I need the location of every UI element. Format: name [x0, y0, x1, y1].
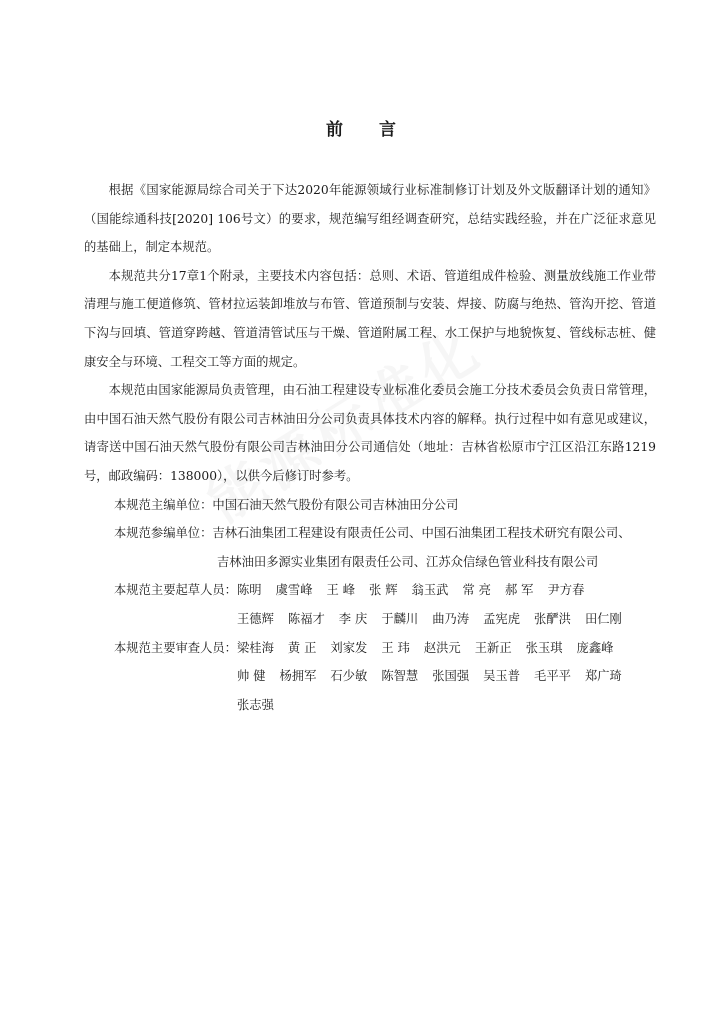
chief-editor-label: 本规范主编单位： [114, 497, 213, 512]
co-editors-row-2 [84, 548, 656, 577]
co-editors-row [84, 519, 656, 548]
paragraph-management: 本规范由国家能源局负责管理，由石油工程建设专业标准化委员会施工分技术委员会负责日常管理，由中国石油天然气股份有限公司吉林油田分公司负责具体技术内容的解释。执行过程中如有意见或建议，请寄送中国石油天然气股份有限公司吉林油田分公司通信处（地址：吉林省松原市宁江区沿江东路1219号，邮政编码：138000），以供今后修订时参考。 [84, 383, 656, 483]
chief-editor-row [84, 491, 656, 520]
drafter-name: 李 庆 [338, 611, 368, 626]
co-editors-line-2: 吉林油田多源实业集团有限责任公司、江苏众信绿色管业科技有限公司 [217, 554, 599, 569]
reviewer-name: 庞鑫峰 [576, 640, 614, 655]
reviewer-name: 梁桂海 [236, 640, 274, 655]
reviewer-name: 张玉琪 [525, 640, 563, 655]
drafter-name: 王 峰 [326, 583, 356, 598]
reviewer-name: 毛平平 [534, 669, 571, 684]
drafter-name: 孟宪虎 [483, 611, 521, 626]
reviewers-names [237, 634, 647, 720]
drafter-name: 王德辉 [236, 611, 274, 626]
reviewer-name: 帅 健 [236, 669, 266, 684]
reviewer-name: 张志强 [236, 697, 274, 712]
drafters-names [237, 576, 647, 633]
drafter-name: 尹方春 [547, 583, 585, 598]
reviewer-name: 杨拥军 [279, 669, 317, 684]
co-editors-label: 本规范参编单位： [114, 526, 213, 541]
drafters-label: 本规范主要起草人员： [114, 583, 237, 598]
reviewer-name: 黄 正 [287, 640, 317, 655]
reviewer-name: 吴玉普 [483, 669, 521, 684]
reviewer-name: 张国强 [432, 669, 470, 684]
reviewer-name: 赵洪元 [423, 640, 461, 655]
preface-body [84, 176, 656, 719]
title-char-2: 言 [379, 120, 398, 140]
drafter-name: 常 亮 [462, 583, 491, 598]
drafter-name: 田仁刚 [584, 611, 622, 626]
drafter-name: 张酽洪 [534, 611, 571, 626]
reviewer-name: 石少敏 [330, 669, 368, 684]
drafter-name: 张 辉 [369, 583, 398, 598]
reviewers-label: 本规范主要审查人员： [114, 640, 237, 655]
drafter-name: 郝 军 [504, 583, 534, 598]
chief-editor-value: 中国石油天然气股份有限公司吉林油田分公司 [212, 497, 459, 512]
paragraph-basis: 根据《国家能源局综合司关于下达2020年能源领域行业标准制修订计划及外文版翻译计划的通知》（国能综通科技[2020] 106号文）的要求，规范编写组经调查研究，总结实践经验，并在广泛征求意见的基础上，制定本规范。 [84, 183, 656, 255]
reviewer-name: 郑广琦 [584, 669, 622, 684]
credits-block [84, 491, 656, 720]
reviewers-row [84, 634, 656, 720]
drafters-row [84, 576, 656, 633]
reviewer-name: 刘家发 [330, 640, 368, 655]
title-char-1: 前 [326, 120, 345, 140]
drafter-name: 虞雪峰 [275, 583, 313, 598]
reviewer-name: 王 玮 [381, 640, 410, 655]
reviewer-name: 陈智慧 [381, 669, 419, 684]
drafter-name: 陈福才 [287, 611, 325, 626]
drafter-name: 于麟川 [381, 611, 419, 626]
drafter-name: 陈明 [236, 583, 262, 598]
page-title [0, 115, 724, 140]
co-editors-line-1: 吉林石油集团工程建设有限责任公司、中国石油集团工程技术研究有限公司、 [212, 526, 631, 541]
reviewer-name: 王新正 [474, 640, 512, 655]
drafter-name: 曲乃涛 [432, 611, 470, 626]
paragraph-contents: 本规范共分17章1个附录，主要技术内容包括：总则、术语、管道组成件检验、测量放线施工作业带清理与施工便道修筑、管材拉运装卸堆放与布管、管道预制与安装、焊接、防腐与绝热、管沟开挖、管道下沟与回填、管道穿跨越、管道清管试压与干燥、管道附属工程、水工保护与地貌恢复、管线标志桩、健康安全与环境、工程交工等方面的规定。 [84, 268, 656, 369]
drafter-name: 翁玉武 [411, 583, 449, 598]
